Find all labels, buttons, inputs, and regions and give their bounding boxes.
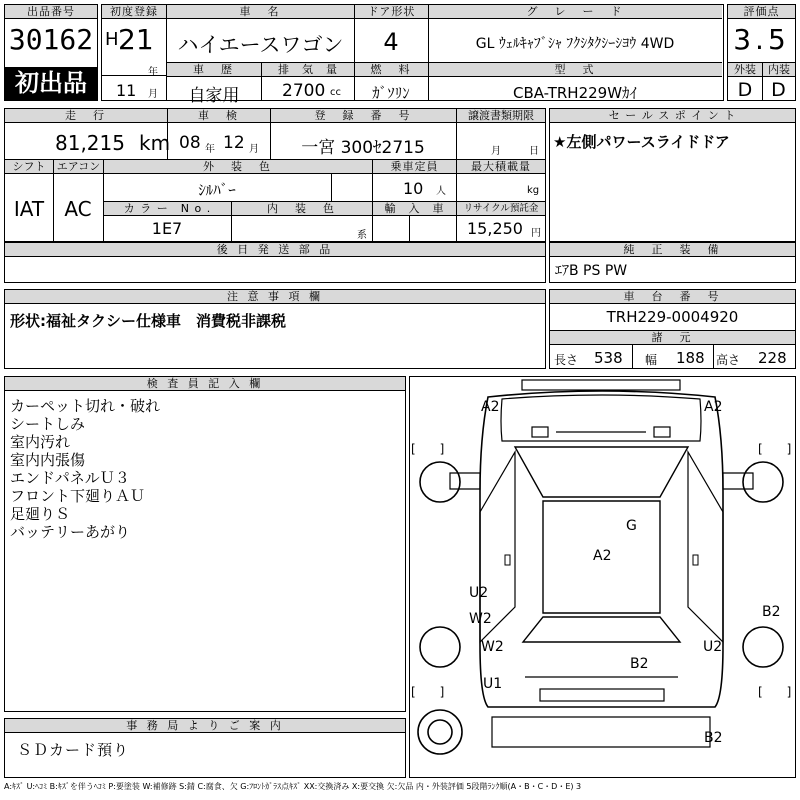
wheel-rear-left (420, 627, 460, 667)
office-text: ＳＤカード預り (17, 741, 130, 759)
wheel-bracket: [ ] (411, 685, 445, 699)
exterior-grade: D (737, 79, 753, 101)
model-label: 型 式 (428, 63, 722, 77)
doors-label: ドア形状 (354, 5, 428, 19)
reg-label: 初度登録 (102, 5, 166, 19)
details-box (4, 108, 546, 242)
load-label: 最大積載量 (456, 160, 545, 174)
inspector-box (4, 376, 406, 712)
first-listing-badge: 初出品 (5, 67, 97, 100)
damage-mark: G (626, 518, 637, 534)
wheel-front-right (743, 462, 783, 502)
chassis-label: 車 台 番 号 (550, 290, 795, 304)
inspector-line: エンドパネルＵ３ (10, 469, 130, 487)
width-label: 幅 (645, 353, 658, 367)
inspection-month: 12 (223, 133, 245, 153)
damage-mark: U2 (703, 639, 723, 655)
interior-color-unit: 系 (357, 230, 367, 241)
inspector-line: 足廻りＳ (10, 505, 71, 523)
plate-label: 登 録 番 号 (270, 109, 456, 123)
equipment-text: ｴｱB PS PW (555, 263, 628, 279)
capacity-value: 10 (403, 179, 424, 198)
lot-number: 30162 (8, 23, 94, 56)
car-diagram (410, 377, 795, 777)
capacity-unit: 人 (436, 186, 446, 197)
damage-mark: A2 (704, 399, 723, 415)
era: H (105, 29, 119, 50)
damage-mark: A2 (593, 548, 612, 564)
rear-window (523, 617, 680, 642)
front-bumper-marker (522, 380, 680, 390)
inspection-month-unit: 月 (249, 144, 259, 155)
car-name-label: 車 名 (167, 5, 354, 19)
inspector-line: バッテリーあがり (10, 523, 131, 541)
length-label: 長さ (554, 353, 579, 367)
transfer-month-unit: 月 (491, 146, 501, 157)
dims-label: 諸 元 (550, 331, 795, 345)
exterior-label: 外装 (728, 63, 762, 77)
color-no-value: 1E7 (151, 219, 183, 238)
sales-point-text: ★左側パワースライドドア (553, 133, 730, 151)
damage-mark: B2 (704, 730, 723, 746)
fuel-value: ｶﾞｿﾘﾝ (372, 84, 410, 102)
inspector-line: 室内内張傷 (10, 451, 86, 469)
transfer-day-unit: 日 (529, 146, 539, 157)
ac-label: エアコン (53, 160, 103, 174)
damage-mark: U1 (483, 676, 503, 692)
score-value: 3.5 (733, 23, 790, 56)
rear-view (492, 717, 710, 747)
import-label: 輸 入 車 (372, 202, 456, 216)
damage-mark: B2 (630, 656, 649, 672)
wheel-front-left (420, 462, 460, 502)
inspection-year: 08 (179, 133, 201, 153)
legend-text: A:ｷｽﾞ U:ﾍｺﾐ B:ｷｽﾞを伴うﾍｺﾐ P:要塗装 W:補修跡 S:錆 C:腐食、欠 G:ﾌﾛﾝﾄｶﾞﾗｽ点ｷｽﾞ XX:交換済み X:要交換 欠:欠品 内・外装評価 5段階ﾗﾝｸ順(A・B・C・D・E) 3 (4, 782, 582, 791)
equipment-box (549, 242, 796, 283)
later-parts-box (4, 242, 546, 283)
interior-label: 内装 (762, 63, 795, 77)
displacement-unit: cc (330, 87, 341, 98)
inspection-year-unit: 年 (205, 144, 215, 155)
interior-grade: D (771, 79, 786, 101)
inspector-line: シートしみ (10, 415, 86, 433)
length-value: 538 (594, 349, 623, 367)
recycle-label: リサイクル預託金 (456, 202, 545, 216)
wheel-bracket: [ ] (411, 442, 445, 456)
width-value: 188 (676, 349, 705, 367)
door-count: 4 (383, 28, 399, 56)
grade-value: GL ｳｪﾙｷｬﾌﾞｼｬ ﾌｸｼﾀｸｼｰｼﾖｳ 4WD (475, 36, 675, 52)
score-box (727, 4, 796, 101)
inspector-line: 室内汚れ (10, 433, 71, 451)
mileage-label: 走 行 (5, 109, 167, 123)
color-value: ｼﾙﾊﾞｰ (198, 181, 236, 199)
reg-month: 11 (116, 81, 137, 100)
rear-plate (540, 689, 664, 701)
displacement-label: 排 気 量 (261, 63, 354, 77)
history-label: 車 歴 (167, 63, 261, 77)
capacity-label: 乗車定員 (372, 160, 456, 174)
front-outline (501, 395, 701, 441)
mileage-value: 81,215 (55, 131, 125, 155)
inspector-label: 検 査 員 記 入 欄 (5, 377, 405, 391)
transfer-label: 譲渡書類期限 (456, 109, 545, 123)
damage-mark: B2 (762, 604, 781, 620)
shift-value: IAT (13, 197, 45, 221)
notes-label: 注 意 事 項 欄 (5, 290, 545, 304)
month-unit: 月 (148, 89, 158, 100)
office-box (4, 718, 406, 778)
reg-year: 21 (118, 23, 154, 56)
wheel-bracket: [ ] (758, 442, 792, 456)
sales-point-label: セ ー ル ス ポ イ ン ト (550, 109, 795, 123)
wheel-rear-right (743, 627, 783, 667)
inspection-label: 車 検 (167, 109, 270, 123)
notes-box (4, 289, 546, 369)
ac-value: AC (64, 197, 92, 221)
inspector-line: フロント下廻りＡＵ (10, 487, 146, 505)
office-label: 事 務 局 よ り ご 案 内 (5, 719, 405, 733)
plate-value: 一宮 300ｾ2715 (301, 138, 425, 158)
mileage-unit: km (139, 131, 171, 155)
color-label: 外 装 色 (103, 160, 372, 174)
score-label: 評価点 (728, 5, 795, 19)
chassis-box (549, 289, 796, 369)
recycle-value: 15,250 (467, 219, 523, 238)
recycle-unit: 円 (531, 228, 541, 239)
fuel-label: 燃 料 (354, 63, 428, 77)
car-info-box (167, 4, 724, 106)
sales-point-box (549, 108, 796, 242)
color-no-label: カ ラ ー N o . (104, 202, 231, 216)
shift-label: シフト (5, 160, 53, 174)
height-label: 高さ (716, 353, 741, 367)
inspector-line: カーペット切れ・破れ (10, 397, 161, 415)
first-registration-box (101, 4, 167, 101)
load-unit: kg (527, 185, 540, 196)
damage-mark: W2 (469, 611, 492, 627)
damage-mark: A2 (481, 399, 500, 415)
grade-label: グ レ ー ド (428, 5, 722, 19)
history-value: 自家用 (188, 86, 240, 106)
chassis-number: TRH229-0004920 (606, 308, 739, 326)
car-name: ハイエースワゴン (177, 33, 344, 57)
lot-label: 出品番号 (5, 5, 97, 19)
later-parts-label: 後 日 発 送 部 品 (5, 242, 545, 257)
lot-box (4, 4, 98, 101)
damage-mark: W2 (481, 639, 504, 655)
equipment-label: 純 正 装 備 (550, 242, 795, 257)
interior-color-label: 内 装 色 (231, 202, 372, 216)
windshield (515, 447, 688, 497)
height-value: 228 (758, 349, 787, 367)
damage-mark: U2 (469, 585, 489, 601)
notes-text: 形状:福祉タクシー仕様車 消費税非課税 (10, 312, 287, 330)
year-unit: 年 (148, 67, 158, 78)
displacement-value: 2700 (282, 81, 326, 101)
spare-wheel (418, 710, 462, 754)
wheel-bracket: [ ] (758, 685, 792, 699)
model-value: CBA-TRH229Wｶｲ (512, 84, 638, 102)
